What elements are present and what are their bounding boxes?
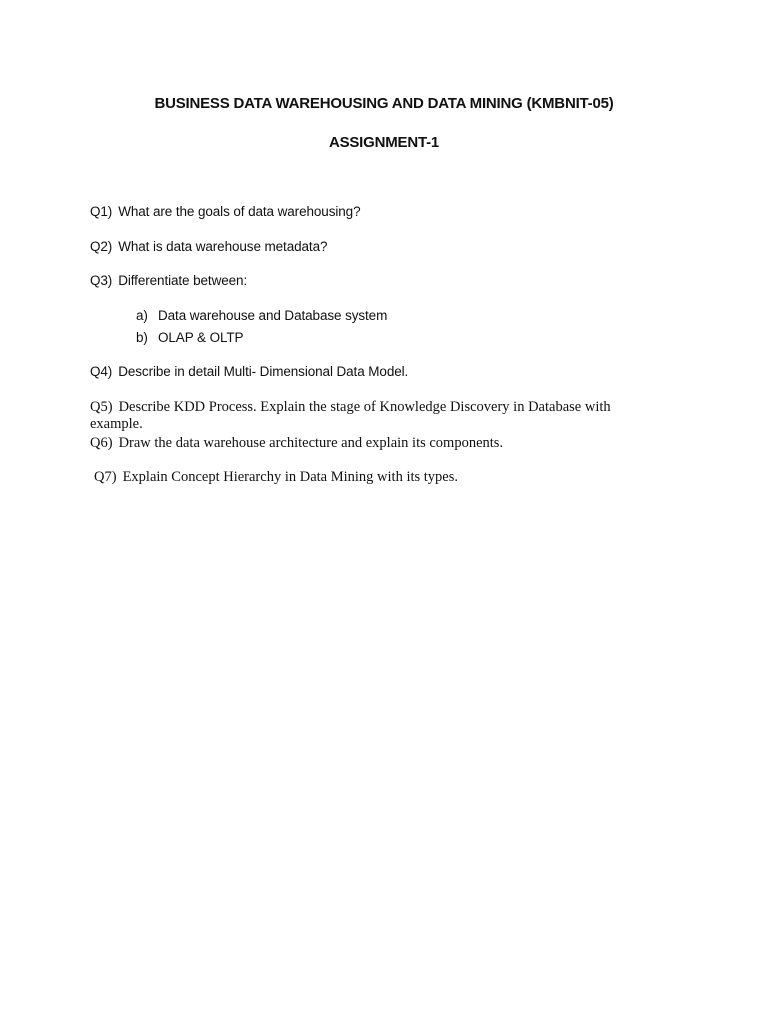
- question-text: What is data warehouse metadata?: [118, 239, 328, 254]
- question-7: [94, 469, 458, 486]
- question-text: What are the goals of data warehousing?: [118, 204, 361, 219]
- question-6: [90, 435, 503, 452]
- document-title: BUSINESS DATA WAREHOUSING AND DATA MINING (KMBNIT-05): [154, 95, 614, 112]
- question-2: [90, 239, 327, 254]
- question-number: Q5): [90, 399, 113, 415]
- question-5: [90, 399, 650, 433]
- question-number: Q3): [90, 273, 113, 288]
- sub-item-text: OLAP & OLTP: [158, 330, 244, 345]
- sub-item-b: [136, 330, 243, 345]
- question-number: Q1): [90, 204, 113, 219]
- sub-item-marker: a): [136, 308, 148, 323]
- question-number: Q6): [90, 435, 113, 451]
- question-text: Describe in detail Multi- Dimensional Data Model.: [118, 364, 409, 379]
- question-number: Q7): [94, 469, 117, 485]
- sub-item-text: Data warehouse and Database system: [158, 308, 388, 323]
- sub-item-a: [136, 308, 387, 323]
- question-text: Describe KDD Process. Explain the stage of Knowledge Discovery in Database with example.: [90, 399, 611, 432]
- question-number: Q2): [90, 239, 113, 254]
- question-4: [90, 364, 408, 379]
- question-text: Differentiate between:: [118, 273, 248, 288]
- question-1: [90, 204, 360, 219]
- question-text: Draw the data warehouse architecture and explain its components.: [118, 435, 504, 451]
- sub-item-marker: b): [136, 330, 148, 345]
- question-number: Q4): [90, 364, 113, 379]
- question-3: [90, 273, 247, 288]
- question-text: Explain Concept Hierarchy in Data Mining with its types.: [122, 469, 459, 485]
- assignment-heading: ASSIGNMENT-1: [328, 134, 440, 151]
